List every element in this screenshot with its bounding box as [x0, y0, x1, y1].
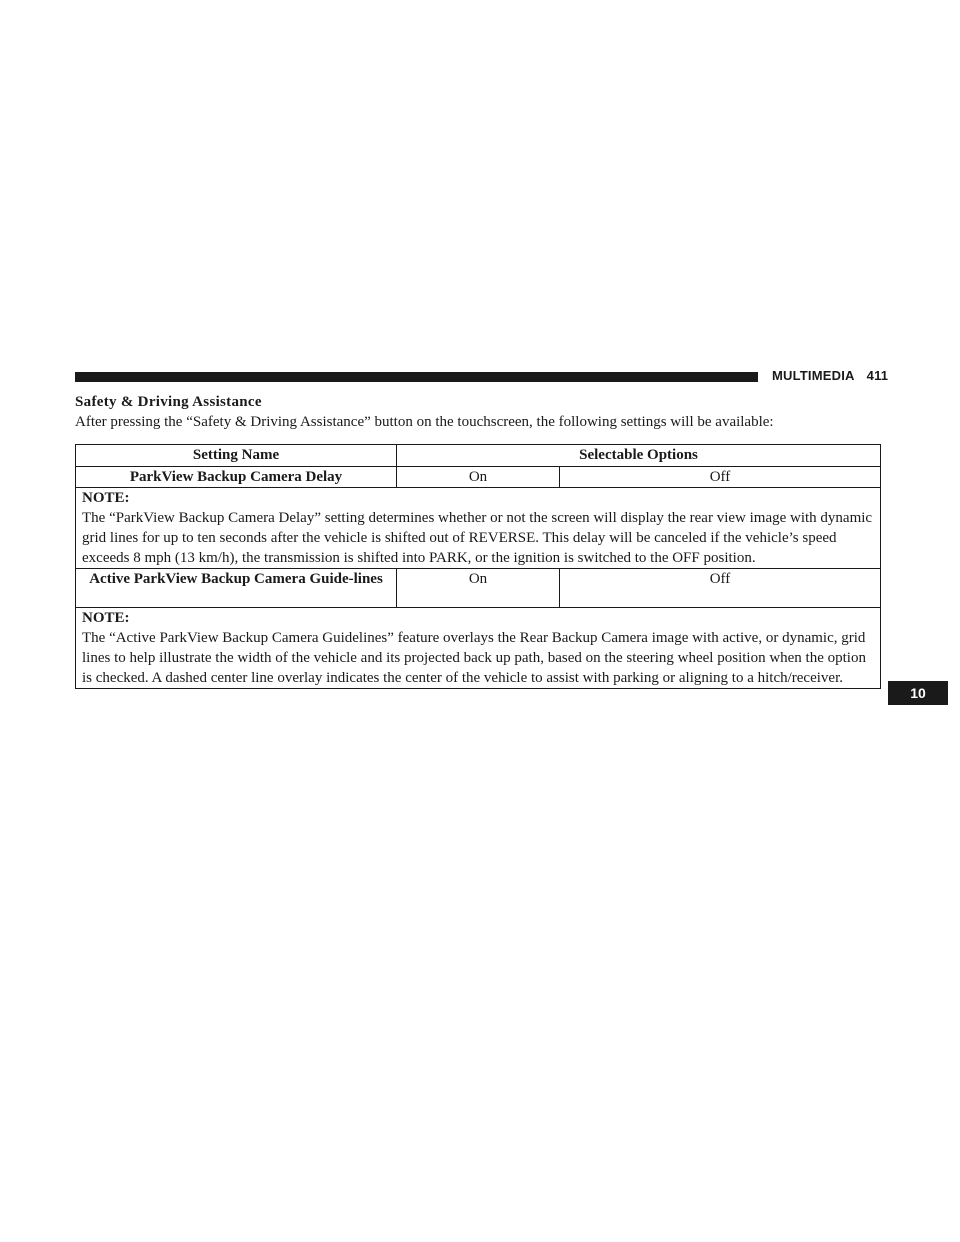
note-row	[76, 488, 881, 569]
header-section-name: MULTIMEDIA	[772, 368, 855, 383]
table-header-row	[76, 445, 881, 467]
note-text: The “ParkView Backup Camera Delay” setting determines whether or not the screen will display the rear view image with dynamic grid lines for up to ten seconds after the vehicle is shifted out of REVERSE. This delay will be canceled if the vehicle’s speed exceeds 8 mph (13 km/h), the transmission is shifted into PARK, or the ignition is switched to the OFF position.	[82, 510, 873, 566]
note-label: NOTE:	[82, 610, 130, 626]
option-cell: Off	[560, 569, 881, 608]
option-cell: On	[397, 467, 560, 488]
setting-name-cell: ParkView Backup Camera Delay	[76, 467, 397, 488]
page-number: 411	[866, 368, 889, 383]
note-cell	[76, 488, 881, 569]
note-row	[76, 608, 881, 689]
header-rule	[75, 372, 758, 382]
note-label: NOTE:	[82, 490, 130, 506]
option-cell: On	[397, 569, 560, 608]
intro-paragraph: After pressing the “Safety & Driving Assistance” button on the touchscreen, the following settings will be available:	[75, 414, 774, 430]
header-selectable-options: Selectable Options	[397, 445, 881, 467]
setting-name-cell: Active ParkView Backup Camera Guide-lines	[76, 569, 397, 608]
note-text: The “Active ParkView Backup Camera Guidelines” feature overlays the Rear Backup Camera image with active, or dynamic, grid lines to help illustrate the width of the vehicle and its projected back up path, based on the steering wheel position when the option is checked. A dashed center line overlay indicates the center of the vehicle to assist with parking or aligning to a hitch/receiver.	[82, 630, 866, 686]
header-setting-name: Setting Name	[76, 445, 397, 467]
option-cell: Off	[560, 467, 881, 488]
table-row	[76, 467, 881, 488]
running-header	[772, 368, 888, 383]
settings-table	[75, 444, 881, 689]
section-title: Safety & Driving Assistance	[75, 394, 262, 410]
note-cell	[76, 608, 881, 689]
chapter-tab: 10	[888, 681, 948, 705]
table-row	[76, 569, 881, 608]
